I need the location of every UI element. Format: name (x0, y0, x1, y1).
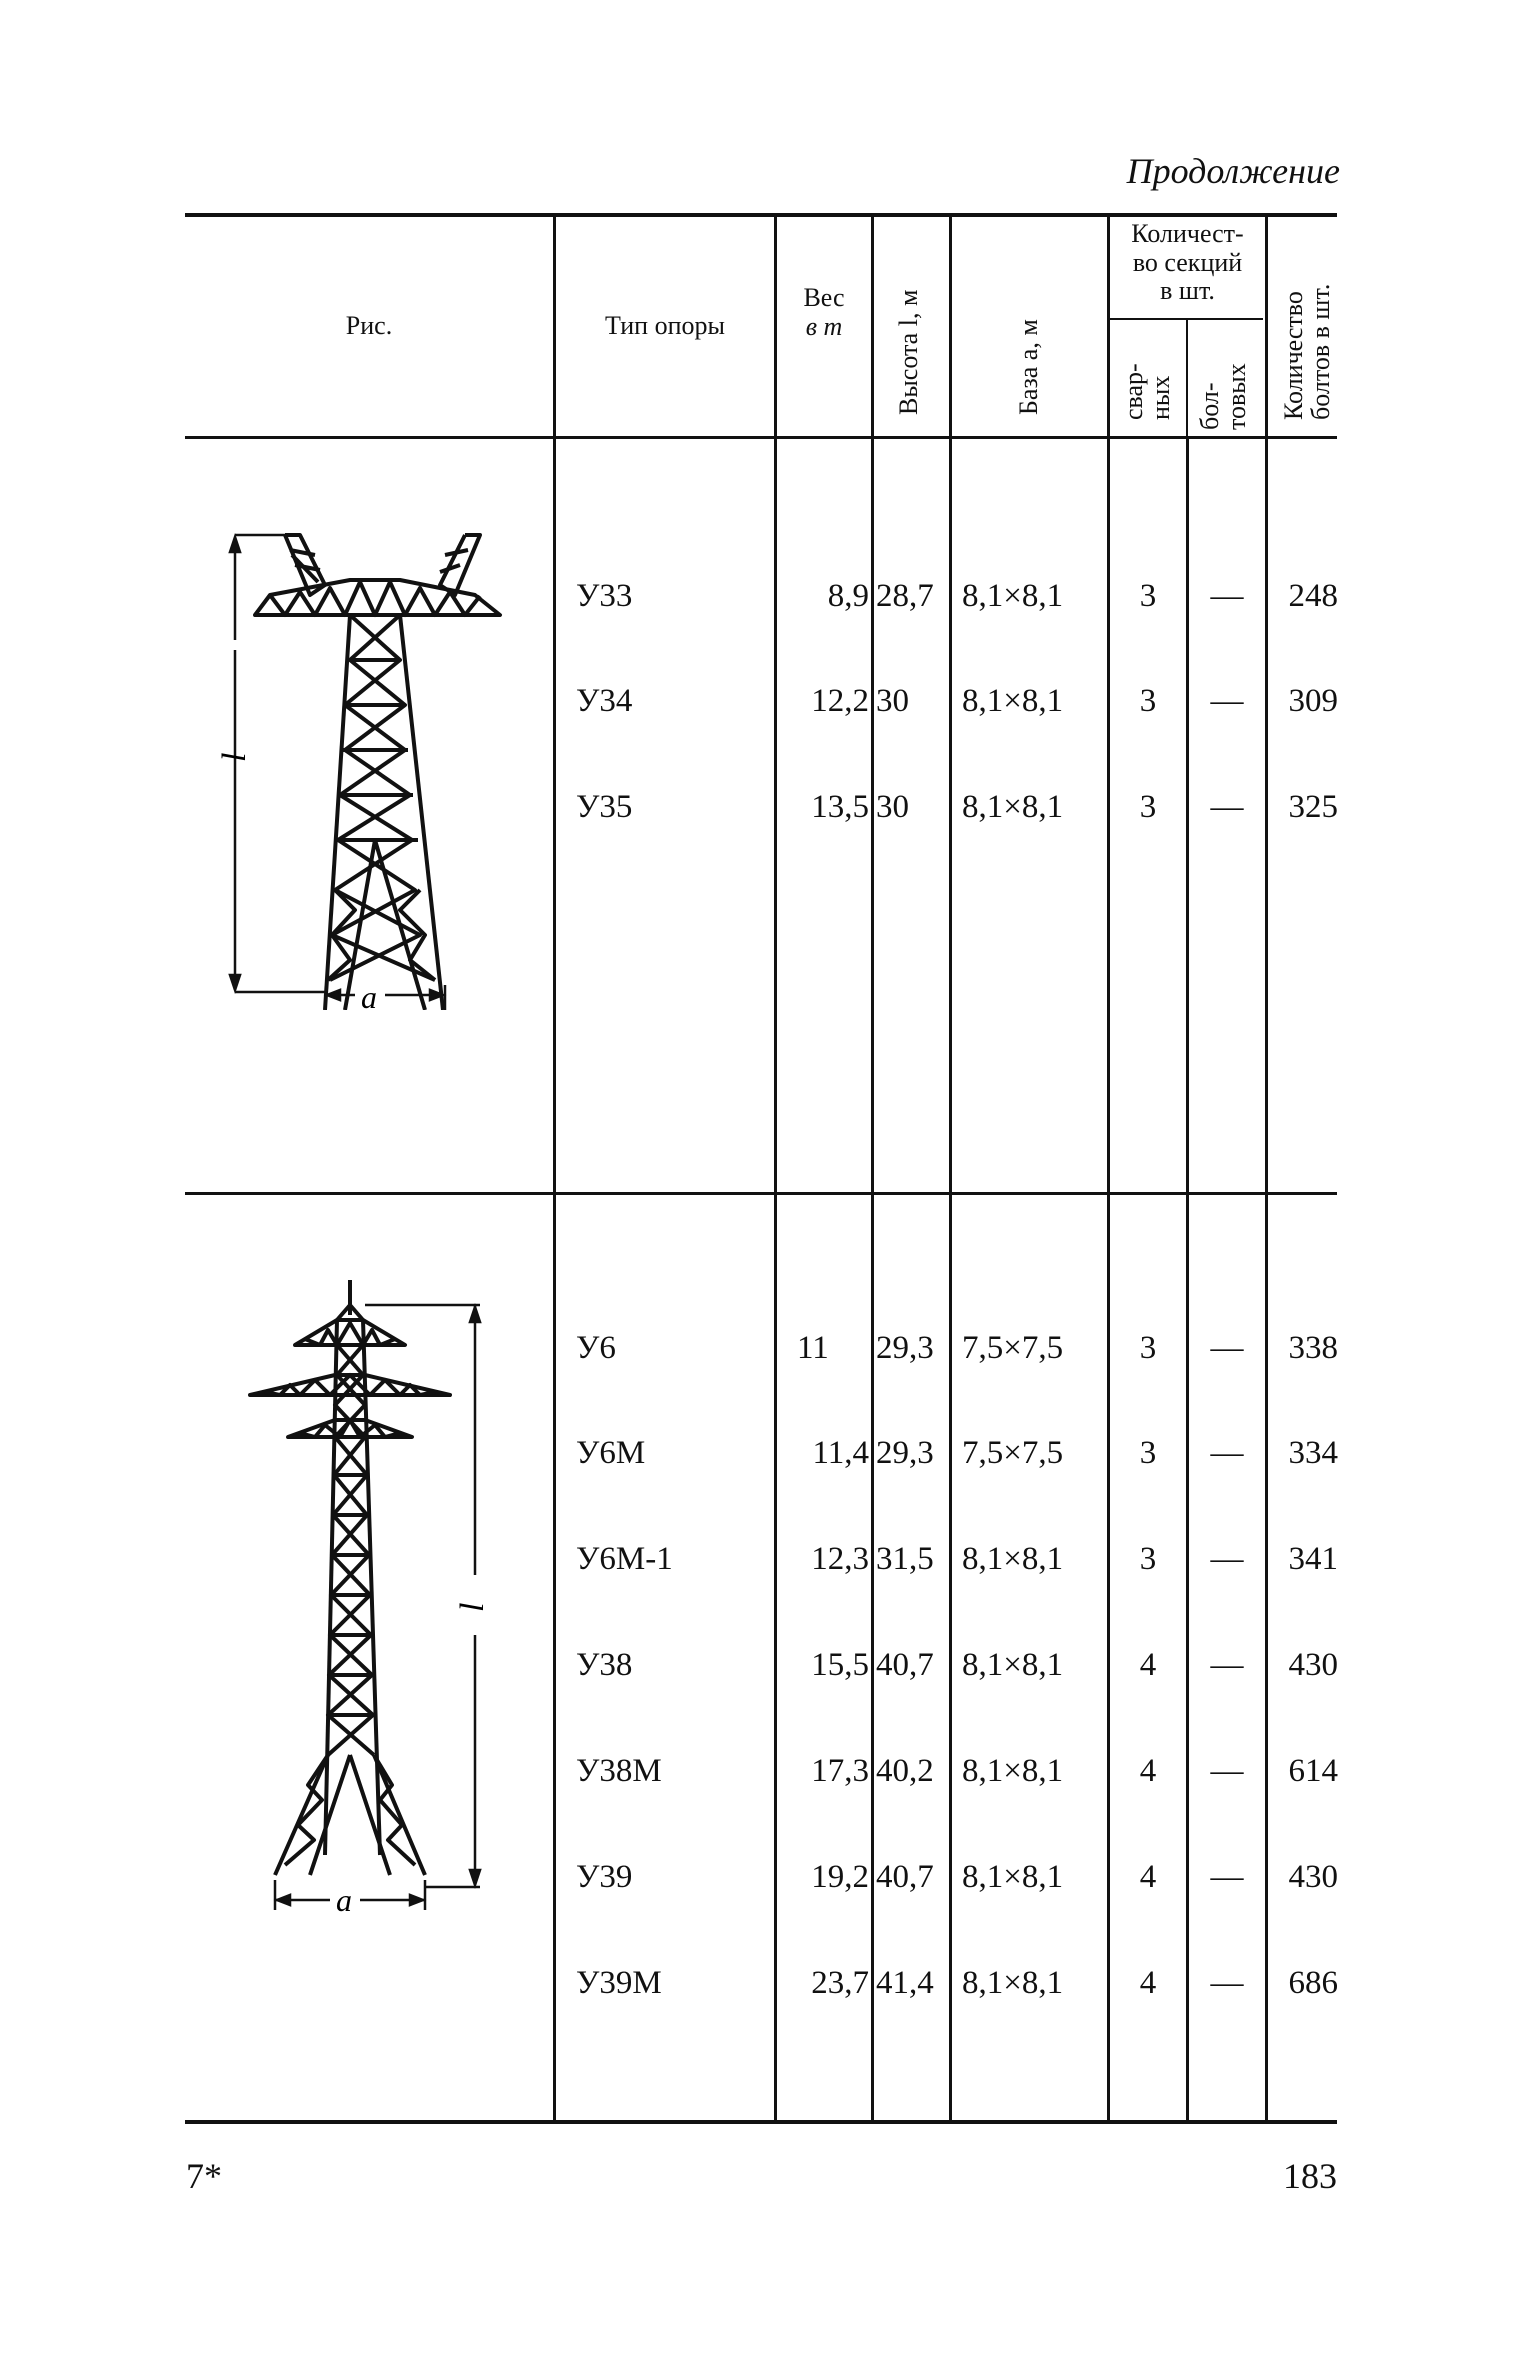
table-cell: 12,2 (811, 683, 869, 720)
table-cell: 248 (1288, 577, 1338, 614)
table-cell: — (1210, 1329, 1244, 1366)
height-list (876, 508, 934, 896)
weight-list (777, 1260, 869, 2072)
header-sections-line1: Количест- (1131, 219, 1244, 248)
col-divider (949, 1194, 952, 2121)
col-divider (871, 1194, 874, 2121)
table-cell: 11 (797, 1329, 829, 1366)
table-cell: У39 (576, 1859, 633, 1896)
table-cell: 29,3 (876, 1329, 934, 1366)
table-cell: 15,5 (811, 1647, 869, 1684)
header-sections (1110, 220, 1265, 306)
tower-1-dim-l: l (216, 752, 253, 762)
table-cell: 686 (1288, 1964, 1338, 2001)
welded-list (1110, 508, 1186, 896)
bolts-list (1268, 1260, 1338, 2072)
table-cell: 3 (1139, 789, 1157, 826)
header-sections-line2: во секций (1132, 247, 1243, 277)
header-type: Тип опоры (605, 311, 725, 340)
col-divider (949, 215, 952, 437)
table-cell: 8,1×8,1 (962, 1647, 1064, 1684)
table-cell: 338 (1288, 1329, 1338, 1366)
table-cell: — (1210, 1647, 1244, 1684)
col-divider (1186, 318, 1188, 437)
header-sections-line3: в шт. (1160, 276, 1215, 306)
table-cell: 3 (1139, 1329, 1157, 1366)
table-cell: 341 (1288, 1541, 1338, 1578)
table-cell: 3 (1139, 577, 1157, 614)
page-number: 183 (1283, 2156, 1337, 2196)
table-top-rule (185, 213, 1337, 217)
table-cell: 13,5 (811, 789, 869, 826)
table-cell: — (1210, 1964, 1244, 2001)
header-fig: Рис. (345, 311, 393, 340)
table-cell: У33 (576, 577, 633, 614)
table-cell: У35 (576, 789, 633, 826)
table-cell: — (1210, 577, 1244, 614)
header-bottom-rule (185, 436, 1337, 439)
table-cell: 30 (876, 683, 909, 720)
table-cell: 7,5×7,5 (962, 1329, 1064, 1366)
table-cell: 3 (1139, 1435, 1157, 1472)
table-cell: — (1210, 1541, 1244, 1578)
type-list (576, 1260, 673, 2072)
table-cell: 17,3 (811, 1753, 869, 1790)
base-list (962, 508, 1063, 896)
table-cell: — (1210, 683, 1244, 720)
continuation-label: Продолжение (1126, 151, 1340, 191)
table-cell: У6 (576, 1329, 616, 1366)
table-cell: 23,7 (811, 1964, 869, 2001)
table-cell: 29,3 (876, 1435, 934, 1472)
header-bolts: Количество болтов в шт. (1279, 283, 1336, 420)
table-cell: 8,1×8,1 (962, 789, 1064, 826)
header-welded: свар- ных (1119, 363, 1176, 420)
table-cell: У6М-1 (576, 1541, 673, 1578)
weight-list (777, 508, 869, 896)
tower-2-figure (240, 1275, 500, 1925)
table-cell: 31,5 (876, 1541, 934, 1578)
table-cell: 8,1×8,1 (962, 1964, 1064, 2001)
header-weight-line2: в т (805, 311, 843, 341)
table-cell: 7,5×7,5 (962, 1435, 1064, 1472)
table-cell: 40,7 (876, 1647, 934, 1684)
table-cell: 614 (1288, 1753, 1338, 1790)
table-cell: 28,7 (876, 577, 934, 614)
header-base: База a, м (1014, 319, 1043, 415)
height-list (876, 1260, 934, 2072)
table-cell: 4 (1139, 1647, 1157, 1684)
table-cell: 40,2 (876, 1753, 934, 1790)
table-cell: 8,1×8,1 (962, 683, 1064, 720)
group-separator-rule (185, 1192, 1337, 1195)
header-weight-line1: Вес (803, 283, 845, 312)
tower-2-dim-a: a (336, 1882, 352, 1918)
bolted-list (1189, 508, 1265, 896)
col-divider (553, 1194, 556, 2121)
table-cell: У38 (576, 1647, 633, 1684)
bolts-list (1268, 508, 1338, 896)
table-cell: У34 (576, 683, 633, 720)
table-cell: 4 (1139, 1859, 1157, 1896)
col-divider (871, 215, 874, 437)
col-divider (1265, 215, 1268, 437)
table-cell: 8,1×8,1 (962, 1859, 1064, 1896)
table-cell: 4 (1139, 1753, 1157, 1790)
table-cell: — (1210, 1435, 1244, 1472)
table-cell: 40,7 (876, 1859, 934, 1896)
base-list (962, 1260, 1063, 2072)
tower-2-dim-l: l (454, 1602, 491, 1612)
col-divider (553, 438, 556, 1193)
header-weight (777, 284, 871, 341)
bolted-list (1189, 1260, 1265, 2072)
header-bolted: бол- товых (1195, 363, 1252, 430)
footer-signature-mark: 7* (186, 2156, 222, 2196)
col-divider (949, 438, 952, 1193)
table-cell: 8,9 (827, 577, 869, 614)
table-cell: 41,4 (876, 1964, 934, 2001)
tower-1-dim-a: a (361, 979, 377, 1010)
table-cell: 3 (1139, 1541, 1157, 1578)
type-list (576, 508, 632, 896)
table-cell: 309 (1288, 683, 1338, 720)
table-cell: 8,1×8,1 (962, 1753, 1064, 1790)
table-cell: У39М (576, 1964, 662, 2001)
table-cell: 430 (1288, 1859, 1338, 1896)
table-cell: 30 (876, 789, 909, 826)
table-cell: 4 (1139, 1964, 1157, 2001)
table-cell: 3 (1139, 683, 1157, 720)
table-cell: 8,1×8,1 (962, 577, 1064, 614)
table-cell: 430 (1288, 1647, 1338, 1684)
table-cell: 19,2 (811, 1859, 869, 1896)
table-cell: 12,3 (811, 1541, 869, 1578)
table-bottom-rule (185, 2120, 1337, 2124)
table-cell: 8,1×8,1 (962, 1541, 1064, 1578)
table-cell: У38М (576, 1753, 662, 1790)
table-cell: У6М (576, 1435, 646, 1472)
welded-list (1110, 1260, 1186, 2072)
table-cell: — (1210, 789, 1244, 826)
table-cell: 11,4 (812, 1435, 869, 1472)
tower-1-figure (210, 510, 530, 1010)
table-cell: 325 (1288, 789, 1338, 826)
table-cell: 334 (1288, 1435, 1338, 1472)
table-cell: — (1210, 1753, 1244, 1790)
col-divider (871, 438, 874, 1193)
header-height: Высота l, м (894, 289, 923, 415)
table-cell: — (1210, 1859, 1244, 1896)
